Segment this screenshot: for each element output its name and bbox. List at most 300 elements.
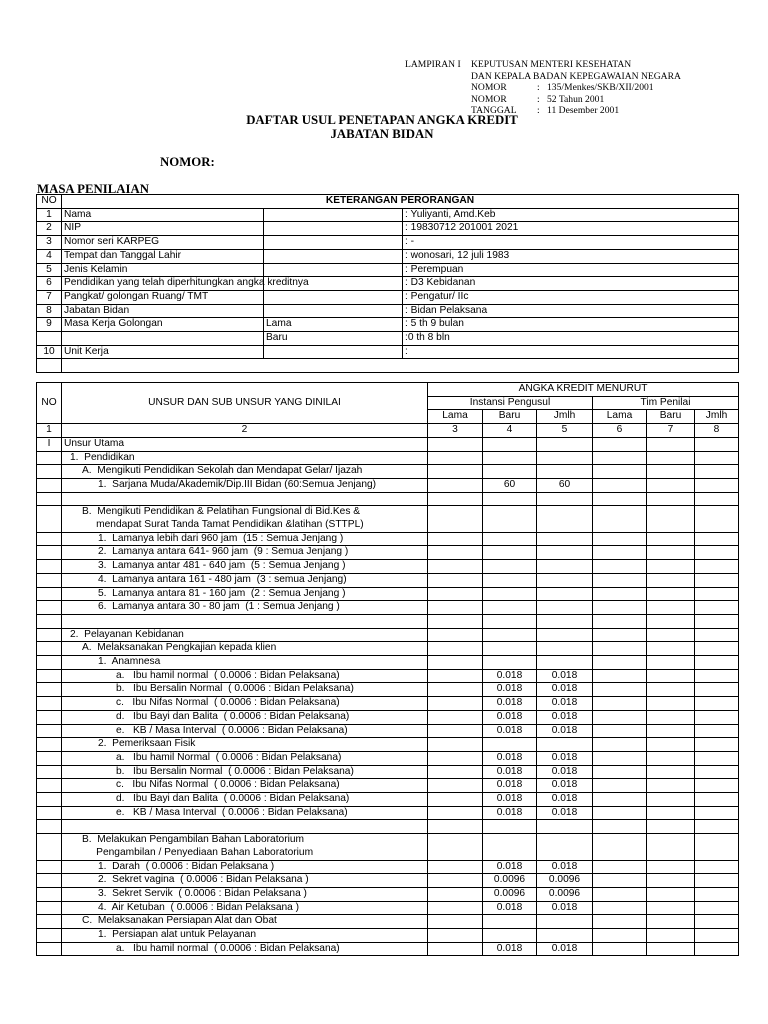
head-unsur: UNSUR DAN SUB UNSUR YANG DINILAI — [62, 383, 428, 424]
row-unsur-text: d. Ibu Bayi dan Balita ( 0.0006 : Bidan Pelaksana) — [116, 710, 350, 722]
row-baru-2 — [647, 779, 695, 793]
row-lama-2 — [593, 437, 647, 451]
row-jmlh-2 — [695, 683, 739, 697]
head-instansi: Instansi Pengusul — [428, 396, 593, 410]
row-unsur — [62, 601, 428, 615]
head-baru-2: Baru — [647, 410, 695, 424]
row-unsur — [62, 656, 428, 670]
row-jmlh-2 — [695, 929, 739, 943]
row-baru-2 — [647, 738, 695, 752]
row-baru-1 — [483, 546, 537, 560]
row-no — [37, 820, 62, 834]
row-unsur-text: a. Ibu hamil normal ( 0.0006 : Bidan Pelaksana) — [116, 669, 340, 681]
row-lama-2 — [593, 601, 647, 615]
row-unsur-text: A. Mengikuti Pendidikan Sekolah dan Mendapat Gelar/ Ijazah — [82, 465, 363, 477]
row-unsur — [62, 506, 428, 532]
row-unsur — [62, 887, 428, 901]
row-jmlh-1: 0.0096 — [537, 874, 593, 888]
row-no — [37, 697, 62, 711]
row-unsur — [62, 669, 428, 683]
row-lama-1 — [428, 560, 483, 574]
row-baru-2 — [647, 820, 695, 834]
row-no — [37, 546, 62, 560]
row-unsur-text: 4. Lamanya antara 161 - 480 jam (3 : semua Jenjang) — [98, 573, 347, 585]
assessment-row — [37, 820, 739, 834]
row-unsur — [62, 724, 428, 738]
personal-no: 6 — [37, 277, 62, 291]
row-lama-1 — [428, 532, 483, 546]
personal-label: Jabatan Bidan — [62, 304, 264, 318]
lampiran-spacer — [405, 71, 471, 83]
row-baru-1 — [483, 656, 537, 670]
assessment-row — [37, 942, 739, 956]
row-jmlh-2 — [695, 806, 739, 820]
row-lama-1 — [428, 738, 483, 752]
row-lama-2 — [593, 642, 647, 656]
row-jmlh-2 — [695, 942, 739, 956]
row-jmlh-1: 0.018 — [537, 806, 593, 820]
row-baru-1 — [483, 628, 537, 642]
row-baru-1: 0.018 — [483, 697, 537, 711]
assessment-row — [37, 587, 739, 601]
row-jmlh-2 — [695, 628, 739, 642]
personal-extra: Baru — [264, 332, 403, 346]
assessment-row — [37, 683, 739, 697]
personal-blank-row — [37, 359, 739, 373]
row-baru-2 — [647, 642, 695, 656]
row-jmlh-1 — [537, 642, 593, 656]
lampiran-line — [405, 94, 681, 106]
row-jmlh-1 — [537, 601, 593, 615]
head-lama-2: Lama — [593, 410, 647, 424]
blank-cell — [37, 359, 62, 373]
row-baru-1: 0.0096 — [483, 887, 537, 901]
row-lama-1 — [428, 901, 483, 915]
assessment-row — [37, 642, 739, 656]
personal-info-table — [36, 194, 739, 373]
head-jmlh-1: Jmlh — [537, 410, 593, 424]
row-baru-1 — [483, 614, 537, 628]
row-lama-1 — [428, 779, 483, 793]
row-baru-2 — [647, 506, 695, 532]
row-lama-2 — [593, 683, 647, 697]
row-jmlh-1 — [537, 546, 593, 560]
personal-label: Nomor seri KARPEG — [62, 236, 264, 250]
row-baru-1 — [483, 834, 537, 860]
lampiran-text: KEPUTUSAN MENTERI KESEHATAN — [471, 59, 632, 70]
row-lama-2 — [593, 779, 647, 793]
personal-value: : wonosari, 12 juli 1983 — [403, 249, 739, 263]
personal-value: : — [403, 345, 739, 359]
row-baru-1 — [483, 929, 537, 943]
row-unsur — [62, 465, 428, 479]
row-unsur — [62, 765, 428, 779]
row-jmlh-2 — [695, 437, 739, 451]
row-unsur — [62, 860, 428, 874]
row-lama-2 — [593, 656, 647, 670]
row-lama-2 — [593, 901, 647, 915]
row-baru-2 — [647, 669, 695, 683]
row-lama-2 — [593, 451, 647, 465]
row-jmlh-1: 0.018 — [537, 710, 593, 724]
row-lama-2 — [593, 915, 647, 929]
document-title: DAFTAR USUL PENETAPAN ANGKA KREDIT — [246, 113, 518, 127]
row-jmlh-2 — [695, 765, 739, 779]
personal-no: 7 — [37, 290, 62, 304]
row-jmlh-2 — [695, 901, 739, 915]
personal-no: 5 — [37, 263, 62, 277]
row-unsur — [62, 573, 428, 587]
personal-label: Nama — [62, 208, 264, 222]
row-jmlh-2 — [695, 451, 739, 465]
personal-label: Pangkat/ golongan Ruang/ TMT — [62, 290, 264, 304]
assessment-row — [37, 860, 739, 874]
row-jmlh-1: 0.018 — [537, 793, 593, 807]
row-baru-1 — [483, 492, 537, 506]
index-cell: 4 — [483, 424, 537, 438]
row-baru-1 — [483, 820, 537, 834]
assessment-row — [37, 437, 739, 451]
row-unsur-text: 6. Lamanya antara 30 - 80 jam (1 : Semua Jenjang ) — [98, 601, 340, 613]
row-jmlh-2 — [695, 546, 739, 560]
row-unsur — [62, 710, 428, 724]
assessment-row — [37, 546, 739, 560]
row-unsur-line1: B. Mengikuti Pendidikan & Pelatihan Fungsional di Bid.Kes & — [82, 506, 361, 518]
row-lama-1 — [428, 820, 483, 834]
row-lama-1 — [428, 887, 483, 901]
personal-no: 10 — [37, 345, 62, 359]
assessment-head-row-1 — [37, 383, 739, 397]
personal-extra — [264, 236, 403, 250]
lampiran-line-1 — [405, 59, 681, 71]
row-unsur-text: d. Ibu Bayi dan Balita ( 0.0006 : Bidan Pelaksana) — [116, 793, 350, 805]
personal-extra — [264, 222, 403, 236]
row-baru-2 — [647, 587, 695, 601]
personal-row — [37, 345, 739, 359]
row-no — [37, 587, 62, 601]
row-lama-2 — [593, 546, 647, 560]
row-lama-1 — [428, 806, 483, 820]
assessment-row — [37, 779, 739, 793]
lampiran-header — [405, 59, 681, 117]
row-no — [37, 710, 62, 724]
lampiran-key: TANGGAL — [471, 105, 517, 116]
row-no — [37, 834, 62, 860]
row-jmlh-2 — [695, 793, 739, 807]
row-baru-1: 0.018 — [483, 765, 537, 779]
row-unsur — [62, 820, 428, 834]
row-no — [37, 506, 62, 532]
head-no: NO — [37, 383, 62, 424]
row-baru-1 — [483, 532, 537, 546]
personal-no: 3 — [37, 236, 62, 250]
row-unsur — [62, 901, 428, 915]
personal-extra: Lama — [264, 318, 403, 332]
row-baru-1: 0.018 — [483, 806, 537, 820]
row-jmlh-1: 0.018 — [537, 724, 593, 738]
row-unsur-line2: Pengambilan / Penyediaan Bahan Laboratorium — [82, 846, 314, 858]
lampiran-key: NOMOR — [471, 82, 507, 93]
row-lama-2 — [593, 697, 647, 711]
row-no — [37, 465, 62, 479]
blank-cell — [62, 359, 739, 373]
row-no — [37, 901, 62, 915]
row-lama-1 — [428, 437, 483, 451]
personal-value: : Perempuan — [403, 263, 739, 277]
personal-label: NIP — [62, 222, 264, 236]
document-subtitle: JABATAN BIDAN — [330, 127, 434, 141]
row-baru-2 — [647, 614, 695, 628]
index-cell: 5 — [537, 424, 593, 438]
row-baru-1: 60 — [483, 478, 537, 492]
row-unsur — [62, 546, 428, 560]
row-lama-2 — [593, 887, 647, 901]
row-lama-2 — [593, 560, 647, 574]
row-unsur — [62, 738, 428, 752]
personal-no: 8 — [37, 304, 62, 318]
row-jmlh-1: 60 — [537, 478, 593, 492]
assessment-row — [37, 628, 739, 642]
row-jmlh-1 — [537, 560, 593, 574]
row-baru-2 — [647, 887, 695, 901]
row-baru-2 — [647, 834, 695, 860]
head-angka-kredit: ANGKA KREDIT MENURUT — [428, 383, 739, 397]
personal-extra — [264, 304, 403, 318]
row-baru-2 — [647, 710, 695, 724]
row-lama-2 — [593, 793, 647, 807]
assessment-row — [37, 560, 739, 574]
row-lama-2 — [593, 587, 647, 601]
assessment-row — [37, 478, 739, 492]
row-baru-1: 0.0096 — [483, 874, 537, 888]
row-no — [37, 683, 62, 697]
row-jmlh-2 — [695, 532, 739, 546]
row-lama-1 — [428, 751, 483, 765]
row-unsur-line2: mendapat Surat Tanda Tamat Pendidikan &latihan (STTPL) — [82, 519, 364, 531]
row-lama-2 — [593, 929, 647, 943]
row-no — [37, 806, 62, 820]
row-lama-2 — [593, 492, 647, 506]
assessment-row — [37, 573, 739, 587]
row-lama-2 — [593, 478, 647, 492]
personal-row — [37, 263, 739, 277]
row-unsur — [62, 478, 428, 492]
row-jmlh-2 — [695, 614, 739, 628]
row-no: I — [37, 437, 62, 451]
personal-label: Tempat dan Tanggal Lahir — [62, 249, 264, 263]
row-jmlh-2 — [695, 915, 739, 929]
row-unsur-text: Unsur Utama — [64, 437, 125, 449]
row-lama-2 — [593, 724, 647, 738]
row-lama-1 — [428, 710, 483, 724]
row-unsur — [62, 560, 428, 574]
row-baru-2 — [647, 656, 695, 670]
row-baru-1 — [483, 642, 537, 656]
row-jmlh-1 — [537, 738, 593, 752]
row-lama-2 — [593, 628, 647, 642]
row-unsur — [62, 929, 428, 943]
lampiran-label: LAMPIRAN I — [405, 59, 461, 70]
row-unsur-text: a. Ibu hamil normal ( 0.0006 : Bidan Pelaksana) — [116, 942, 340, 954]
row-lama-1 — [428, 614, 483, 628]
row-jmlh-1: 0.018 — [537, 779, 593, 793]
row-baru-2 — [647, 751, 695, 765]
assessment-row — [37, 738, 739, 752]
personal-row — [37, 304, 739, 318]
row-baru-2 — [647, 860, 695, 874]
row-unsur-text: A. Melaksanakan Pengkajian kepada klien — [82, 642, 277, 654]
assessment-row — [37, 669, 739, 683]
lampiran-spacer — [405, 82, 471, 94]
row-lama-1 — [428, 697, 483, 711]
row-lama-1 — [428, 656, 483, 670]
row-baru-2 — [647, 901, 695, 915]
assessment-row — [37, 710, 739, 724]
row-jmlh-1 — [537, 451, 593, 465]
row-jmlh-2 — [695, 478, 739, 492]
row-jmlh-2 — [695, 465, 739, 479]
row-jmlh-1: 0.018 — [537, 751, 593, 765]
row-no — [37, 738, 62, 752]
row-lama-1 — [428, 765, 483, 779]
head-baru-1: Baru — [483, 410, 537, 424]
personal-label — [62, 332, 264, 346]
row-jmlh-2 — [695, 642, 739, 656]
row-unsur-text: 4. Air Ketuban ( 0.0006 : Bidan Pelaksana ) — [98, 901, 300, 913]
row-no — [37, 724, 62, 738]
row-lama-2 — [593, 874, 647, 888]
index-cell: 7 — [647, 424, 695, 438]
row-lama-1 — [428, 942, 483, 956]
row-jmlh-2 — [695, 751, 739, 765]
row-jmlh-1 — [537, 628, 593, 642]
row-no — [37, 942, 62, 956]
row-baru-1: 0.018 — [483, 724, 537, 738]
row-lama-1 — [428, 573, 483, 587]
row-unsur — [62, 942, 428, 956]
row-unsur-text: C. Melaksanakan Persiapan Alat dan Obat — [82, 915, 277, 927]
row-lama-2 — [593, 573, 647, 587]
row-lama-1 — [428, 587, 483, 601]
row-lama-2 — [593, 860, 647, 874]
row-no — [37, 532, 62, 546]
row-lama-2 — [593, 532, 647, 546]
row-unsur — [62, 614, 428, 628]
index-cell: 8 — [695, 424, 739, 438]
row-no — [37, 765, 62, 779]
row-jmlh-2 — [695, 601, 739, 615]
assessment-row — [37, 874, 739, 888]
personal-extra — [264, 263, 403, 277]
row-baru-2 — [647, 765, 695, 779]
assessment-row — [37, 806, 739, 820]
row-lama-1 — [428, 669, 483, 683]
row-unsur — [62, 532, 428, 546]
row-lama-2 — [593, 614, 647, 628]
row-baru-1 — [483, 506, 537, 532]
row-baru-2 — [647, 942, 695, 956]
row-baru-2 — [647, 437, 695, 451]
lampiran-colon: : — [537, 93, 540, 105]
row-unsur — [62, 683, 428, 697]
row-jmlh-2 — [695, 573, 739, 587]
row-lama-1 — [428, 874, 483, 888]
personal-label: Masa Kerja Golongan — [62, 318, 264, 332]
assessment-row — [37, 465, 739, 479]
row-jmlh-1 — [537, 614, 593, 628]
row-unsur — [62, 751, 428, 765]
row-lama-2 — [593, 942, 647, 956]
row-jmlh-2 — [695, 887, 739, 901]
assessment-table — [36, 382, 739, 956]
row-unsur — [62, 437, 428, 451]
row-baru-2 — [647, 929, 695, 943]
personal-value: :0 th 8 bln — [403, 332, 739, 346]
assessment-row — [37, 697, 739, 711]
index-cell: 3 — [428, 424, 483, 438]
assessment-row — [37, 901, 739, 915]
head-jmlh-2: Jmlh — [695, 410, 739, 424]
lampiran-value: DAN KEPALA BADAN KEPEGAWAIAN NEGARA — [471, 70, 681, 82]
row-baru-1 — [483, 915, 537, 929]
row-unsur-line1: B. Melakukan Pengambilan Bahan Laboratorium — [82, 834, 304, 846]
row-unsur — [62, 874, 428, 888]
row-lama-2 — [593, 465, 647, 479]
personal-extra — [264, 345, 403, 359]
personal-header-row — [37, 195, 739, 209]
assessment-row — [37, 451, 739, 465]
personal-extra — [264, 208, 403, 222]
index-cell: 6 — [593, 424, 647, 438]
keterangan-header: KETERANGAN PERORANGAN — [62, 195, 739, 209]
row-unsur-text: b. Ibu Bersalin Normal ( 0.0006 : Bidan Pelaksana) — [116, 765, 354, 777]
row-lama-1 — [428, 492, 483, 506]
row-lama-1 — [428, 546, 483, 560]
row-unsur-text: 3. Lamanya antar 481 - 640 jam (5 : Semua Jenjang ) — [98, 560, 346, 572]
row-unsur — [62, 451, 428, 465]
row-jmlh-2 — [695, 724, 739, 738]
lampiran-value: 11 Desember 2001 — [547, 105, 620, 116]
lampiran-key: NOMOR — [471, 93, 507, 105]
row-no — [37, 793, 62, 807]
row-lama-1 — [428, 451, 483, 465]
row-jmlh-1 — [537, 506, 593, 532]
row-jmlh-1: 0.018 — [537, 765, 593, 779]
row-no — [37, 887, 62, 901]
row-lama-1 — [428, 724, 483, 738]
assessment-row — [37, 492, 739, 506]
row-lama-1 — [428, 601, 483, 615]
row-unsur — [62, 697, 428, 711]
personal-no: 2 — [37, 222, 62, 236]
row-unsur — [62, 492, 428, 506]
personal-no: 9 — [37, 318, 62, 332]
personal-row — [37, 236, 739, 250]
row-jmlh-1 — [537, 532, 593, 546]
personal-row — [37, 318, 739, 332]
row-unsur-text: c. Ibu Nifas Normal ( 0.0006 : Bidan Pelaksana) — [116, 697, 340, 709]
personal-value: : Pengatur/ IIc — [403, 290, 739, 304]
lampiran-spacer — [405, 94, 471, 106]
row-baru-1 — [483, 738, 537, 752]
head-tim: Tim Penilai — [593, 396, 739, 410]
row-no — [37, 779, 62, 793]
row-lama-2 — [593, 738, 647, 752]
row-baru-2 — [647, 478, 695, 492]
row-no — [37, 669, 62, 683]
row-lama-2 — [593, 710, 647, 724]
row-no — [37, 874, 62, 888]
